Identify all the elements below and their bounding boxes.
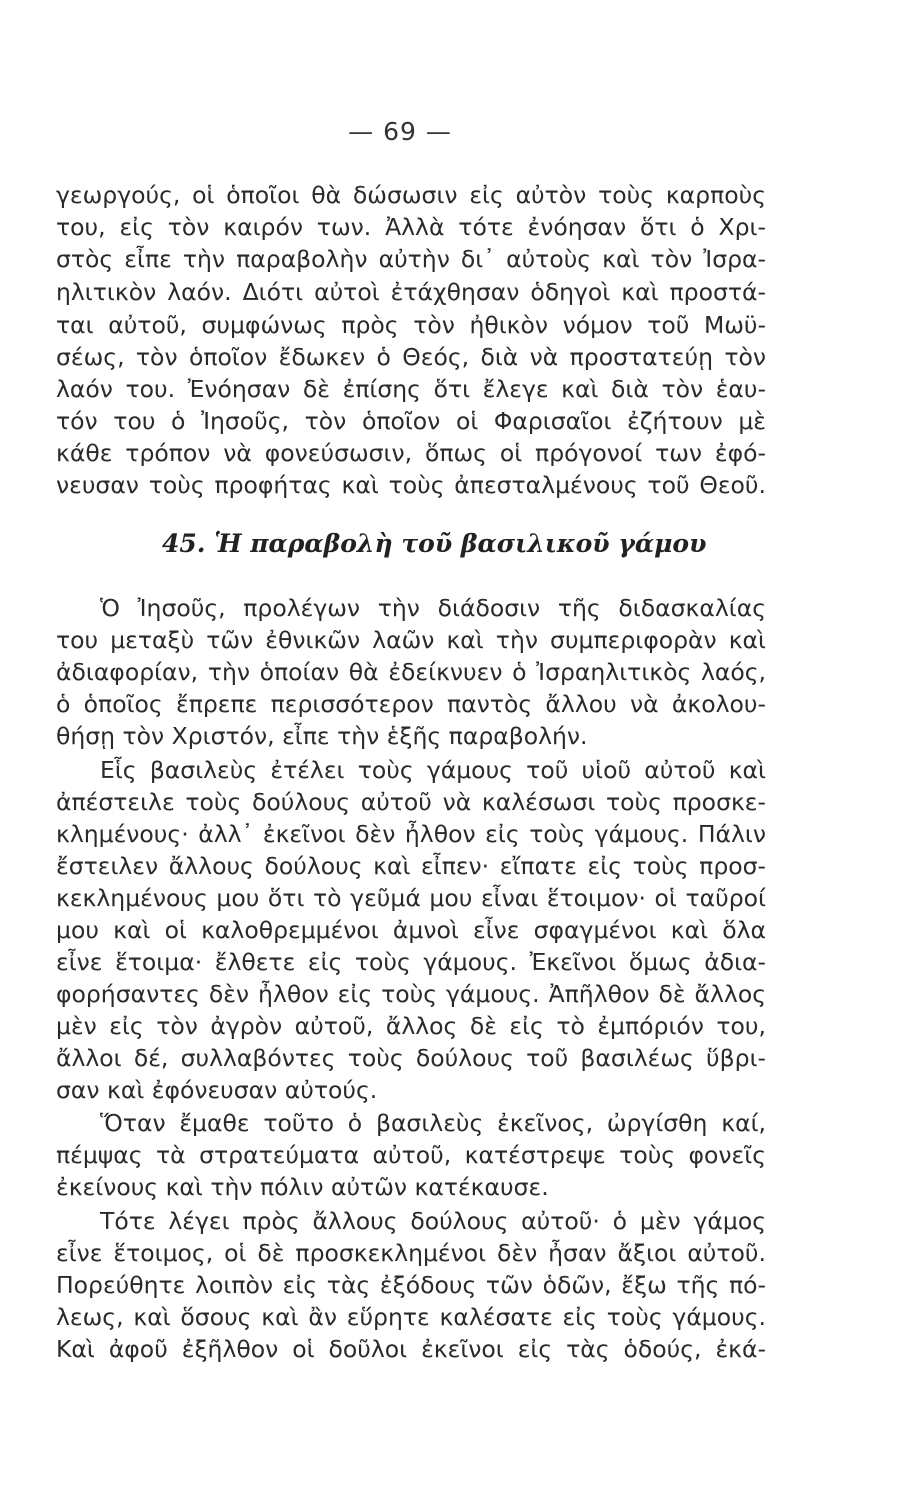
text-line: μὲν εἰς τὸν ἀγρὸν αὐτοῦ, ἄλλος δὲ εἰς τὸ ἐμπόριόν του, bbox=[56, 1012, 766, 1040]
text-line: ἀδιαφορίαν, τὴν ὁποίαν θὰ ἐδείκνυεν ὁ Ἰσραηλιτικὸς λαός, bbox=[56, 658, 766, 686]
text-line: κεκλημένους μου ὅτι τὸ γεῦμά μου εἶναι ἕτοιμον· οἱ ταῦροί bbox=[56, 884, 766, 912]
text-line: σέως, τὸν ὁποῖον ἔδωκεν ὁ Θεός, διὰ νὰ προστατεύῃ τὸν bbox=[56, 343, 766, 371]
text-line: ἔστειλεν ἄλλους δούλους καὶ εἶπεν· εἴπατε εἰς τοὺς προσ- bbox=[56, 852, 766, 880]
text-line: του, εἰς τὸν καιρόν των. Ἀλλὰ τότε ἐνόησαν ὅτι ὁ Χρι- bbox=[56, 213, 766, 241]
text-line: σαν καὶ ἐφόνευσαν αὐτούς. bbox=[56, 1076, 378, 1104]
text-line: μου καὶ οἱ καλοθρεμμένοι ἀμνοὶ εἶνε σφαγμένοι καὶ ὅλα bbox=[56, 916, 766, 944]
page-number: — 69 — bbox=[348, 117, 452, 146]
text-line: κλημένους· ἀλλ᾽ ἐκεῖνοι δὲν ἦλθον εἰς τοὺς γάμους. Πάλιν bbox=[56, 820, 766, 848]
text-line: Τότε λέγει πρὸς ἄλλους δούλους αὐτοῦ· ὁ μὲν γάμος bbox=[100, 1207, 766, 1235]
text-line: θήσῃ τὸν Χριστόν, εἶπε τὴν ἑξῆς παραβολήν. bbox=[56, 722, 588, 750]
text-line: ηλιτικὸν λαόν. Διότι αὐτοὶ ἐτάχθησαν ὁδηγοὶ καὶ προστά- bbox=[56, 278, 766, 306]
text-line: Καὶ ἀφοῦ ἐξῆλθον οἱ δοῦλοι ἐκεῖνοι εἰς τὰς ὁδούς, ἐκά- bbox=[56, 1335, 766, 1363]
text-line: εἶνε ἕτοιμα· ἔλθετε εἰς τοὺς γάμους. Ἐκεῖνοι ὅμως ἀδια- bbox=[56, 948, 766, 976]
text-line: εἶνε ἕτοιμος, οἱ δὲ προσκεκλημένοι δὲν ἦσαν ἄξιοι αὐτοῦ. bbox=[56, 1239, 766, 1267]
text-line: λεως, καὶ ὅσους καὶ ἂν εὕρητε καλέσατε εἰς τοὺς γάμους. bbox=[56, 1303, 766, 1331]
text-line: Ὅταν ἔμαθε τοῦτο ὁ βασιλεὺς ἐκεῖνος, ὠργίσθη καί, bbox=[100, 1109, 766, 1137]
text-line: γεωργούς, οἱ ὁποῖοι θὰ δώσωσιν εἰς αὐτὸν τοὺς καρποὺς bbox=[56, 181, 766, 209]
text-line: ἀπέστειλε τοὺς δούλους αὐτοῦ νὰ καλέσωσι τοὺς προσκε- bbox=[56, 788, 766, 816]
text-line: Ὁ Ἰησοῦς, προλέγων τὴν διάδοσιν τῆς διδασκαλίας bbox=[100, 594, 766, 622]
text-line: Εἷς βασιλεὺς ἐτέλει τοὺς γάμους τοῦ υἱοῦ αὐτοῦ καὶ bbox=[100, 756, 766, 784]
text-line: πέμψας τὰ στρατεύματα αὐτοῦ, κατέστρεψε τοὺς φονεῖς bbox=[56, 1141, 766, 1169]
text-line: ἄλλοι δέ, συλλαβόντες τοὺς δούλους τοῦ βασιλέως ὕβρι- bbox=[56, 1044, 766, 1072]
text-line: στὸς εἶπε τὴν παραβολὴν αὐτὴν δι᾽ αὐτοὺς καὶ τὸν Ἰσρα- bbox=[56, 245, 766, 273]
text-line: φορήσαντες δὲν ἦλθον εἰς τοὺς γάμους. Ἀπῆλθον δὲ ἄλλος bbox=[56, 980, 766, 1008]
text-line: του μεταξὺ τῶν ἐθνικῶν λαῶν καὶ τὴν συμπεριφορὰν καὶ bbox=[56, 626, 766, 654]
text-line: Πορεύθητε λοιπὸν εἰς τὰς ἐξόδους τῶν ὁδῶν, ἔξω τῆς πό- bbox=[56, 1271, 766, 1299]
text-line: λαόν του. Ἐνόησαν δὲ ἐπίσης ὅτι ἔλεγε καὶ διὰ τὸν ἑαυ- bbox=[56, 375, 766, 403]
section-heading: 45. Ἡ παραβολὴ τοῦ βασιλικοῦ γάμου bbox=[162, 529, 707, 558]
text-line: ἐκείνους καὶ τὴν πόλιν αὐτῶν κατέκαυσε. bbox=[56, 1173, 549, 1201]
text-line: ται αὐτοῦ, συμφώνως πρὸς τὸν ἠθικὸν νόμον τοῦ Μωϋ- bbox=[56, 311, 766, 339]
text-line: τόν του ὁ Ἰησοῦς, τὸν ὁποῖον οἱ Φαρισαῖοι ἐζήτουν μὲ bbox=[56, 407, 766, 435]
text-line: κάθε τρόπον νὰ φονεύσωσιν, ὅπως οἱ πρόγονοί των ἐφό- bbox=[56, 439, 766, 467]
text-line: νευσαν τοὺς προφήτας καὶ τοὺς ἀπεσταλμένους τοῦ Θεοῦ. bbox=[56, 471, 766, 499]
text-line: ὁ ὁποῖος ἔπρεπε περισσότερον παντὸς ἄλλου νὰ ἀκολου- bbox=[56, 690, 766, 718]
